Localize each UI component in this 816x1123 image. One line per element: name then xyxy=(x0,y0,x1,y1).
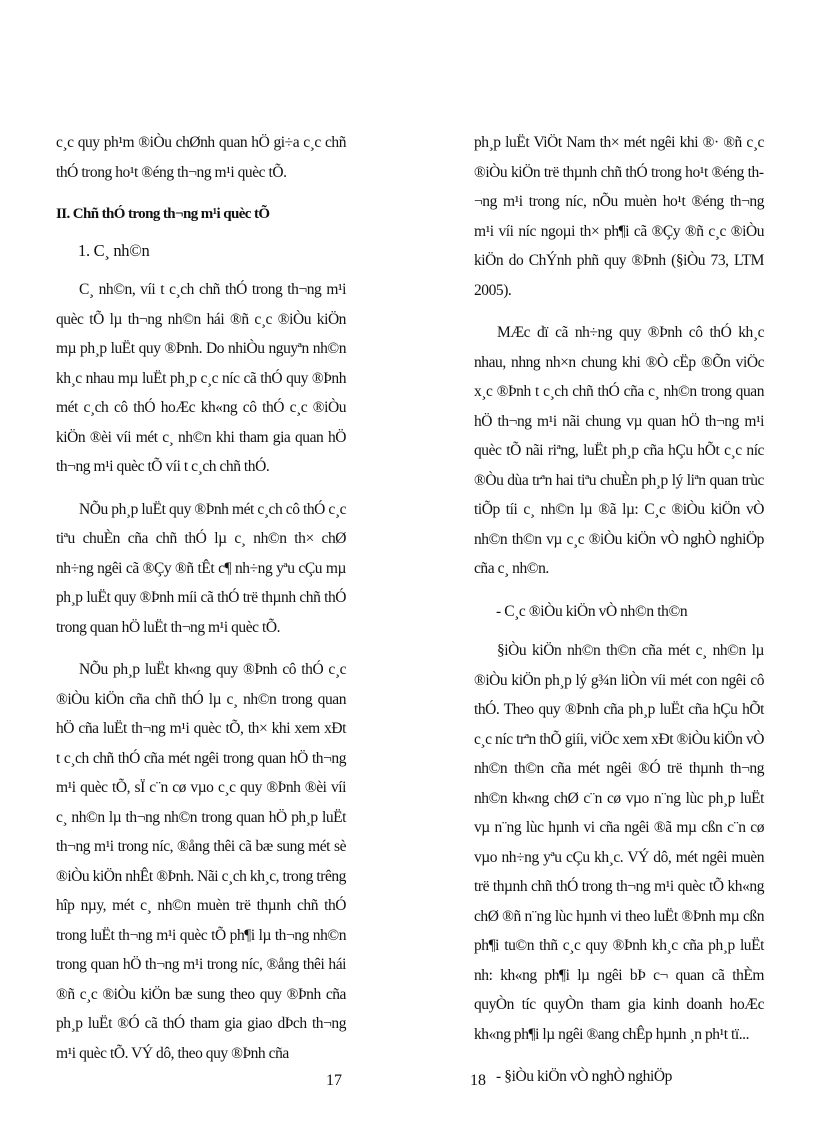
body-paragraph: MÆc dï cã nh÷ng quy ®Þnh cô thÓ kh¸c nhau, nhng nh×n chung khi ®Ò cËp ®Õn viÖc x¸c ®Þnh t c¸ch chñ thÓ cña c¸ nh©n trong quan hÖ th¬ng m¹i nãi chung vµ quan hÖ th¬ng m¹i quèc tÕ nãi riªng, luËt ph¸p cña hÇu hÕt c¸c níc ®Òu dùa trªn hai tiªu chuÈn ph¸p lý liªn quan trùc tiÕp tíi c¸ nh©n lµ ®ã lµ: C¸c ®iÒu kiÖn vÒ nh©n th©n vµ c¸c ®iÒu kiÖn vÒ nghÒ nghiÖp cña c¸ nh©n. xyxy=(474,324,764,577)
page-number-left: 17 xyxy=(326,1072,342,1089)
page-number-right: 18 xyxy=(470,1072,486,1089)
body-paragraph: C¸ nh©n, víi t c¸ch chñ thÓ trong th¬ng m¹i quèc tÕ lµ th¬ng nh©n hái ®ñ c¸c ®iÒu kiÖn mµ ph¸p luËt quy ®Þnh. Do nhiÒu nguyªn nh©n kh¸c nhau mµ luËt ph¸p c¸c níc cã thÓ quy ®Þnh mét c¸ch cô thÓ hoÆc kh«ng cô thÓ c¸c ®iÒu kiÖn ®èi víi mét c¸ nh©n khi tham gia quan hÖ th¬ng m¹i quèc tÕ víi t c¸ch chñ thÓ. xyxy=(56,281,346,475)
item-heading: - §iÒu kiÖn vÒ nghÒ nghiÖp xyxy=(496,1068,673,1085)
body-paragraph: ph¸p luËt ViÖt Nam th× mét ngêi khi ®· ®ñ c¸c ®iÒu kiÖn trë thµnh chñ thÓ trong ho¹t ®éng th¬ng m¹i trong níc, nÕu muèn ho¹t ®éng th¬ng m¹i víi níc ngoµi th× ph¶i cã ®Çy ®ñ c¸c ®iÒu kiÖn do ChÝnh phñ quy ®Þnh (§iÒu 73, LTM 2005). xyxy=(474,134,764,299)
body-paragraph: NÕu ph¸p luËt kh«ng quy ®Þnh cô thÓ c¸c ®iÒu kiÖn cña chñ thÓ lµ c¸ nh©n trong quan hÖ cña luËt th¬ng m¹i quèc tÕ, th× khi xem xÐt t c¸ch chñ thÓ cña mét ngêi trong quan hÖ th¬ng m¹i quèc tÕ, sÏ c¨n cø vµo c¸c quy ®Þnh ®èi víi c¸ nh©n lµ th¬ng nh©n trong quan hÖ ph¸p luËt th¬ng m¹i trong níc, ®ång thêi cã bæ sung mét sè ®iÒu kiÖn nhÊt ®Þnh. Nãi c¸ch kh¸c, trong trêng hîp nµy, mét c¸ nh©n muèn trë thµnh chñ thÓ trong luËt th¬ng m¹i quèc tÕ ph¶i lµ th¬ng nh©n trong quan hÖ th¬ng m¹i trong níc, ®ång thêi hái ®ñ c¸c ®iÒu kiÖn bæ sung theo quy ®Þnh cña ph¸p luËt ®Ó cã thÓ tham gia giao dÞch th¬ng m¹i quèc tÕ. VÝ dô, theo quy ®Þnh cña xyxy=(56,661,346,1062)
left-page-column xyxy=(56,128,346,1081)
subsection-heading: 1. C¸ nh©n xyxy=(78,240,150,260)
section-heading: II. Chñ thÓ trong th¬ng m¹i quèc tÕ xyxy=(56,206,270,222)
body-paragraph: §iÒu kiÖn nh©n th©n cña mét c¸ nh©n lµ ®iÒu kiÖn ph¸p lý g¾n liÒn víi mét con ngêi cô thÓ. Theo quy ®Þnh cña ph¸p luËt cña hÇu hÕt c¸c níc trªn thÕ giíi, viÖc xem xÐt ®iÒu kiÖn vÒ nh©n th©n cña mét ngêi ®Ó trë thµnh th¬ng nh©n kh«ng chØ c¨n cø vµo n¨ng lùc ph¸p luËt vµ n¨ng lùc hµnh vi cña ngêi ®ã mµ cßn c¨n cø vµo nh÷ng yªu cÇu kh¸c. VÝ dô, mét ngêi muèn trë thµnh chñ thÓ trong th¬ng m¹i quèc tÕ kh«ng chØ ®ñ n¨ng lùc hµnh vi theo luËt ®Þnh mµ cßn ph¶i tu©n thñ c¸c quy ®Þnh kh¸c cña ph¸p luËt nh: kh«ng ph¶i lµ ngêi bÞ c¬ quan cã thÈm quyÒn tíc quyÒn tham gia kinh doanh hoÆc kh«ng ph¶i lµ ngêi ®ang chÊp hµnh ¸n ph¹t tï... xyxy=(474,642,764,1043)
right-page-column xyxy=(474,128,764,1102)
item-heading: - C¸c ®iÒu kiÖn vÒ nh©n th©n xyxy=(496,602,688,620)
body-paragraph: NÕu ph¸p luËt quy ®Þnh mét c¸ch cô thÓ c¸c tiªu chuÈn cña chñ thÓ lµ c¸ nh©n th× chØ nh÷ng ngêi cã ®Çy ®ñ tÊt c¶ nh÷ng yªu cÇu mµ ph¸p luËt quy ®Þnh míi cã thÓ trë thµnh chñ thÓ trong quan hÖ luËt th¬ng m¹i quèc tÕ. xyxy=(56,500,346,636)
intro-paragraph: c¸c quy ph¹m ®iÒu chØnh quan hÖ gi÷a c¸c chñ thÓ trong ho¹t ®éng th¬ng m¹i quèc tÕ. xyxy=(56,134,346,181)
